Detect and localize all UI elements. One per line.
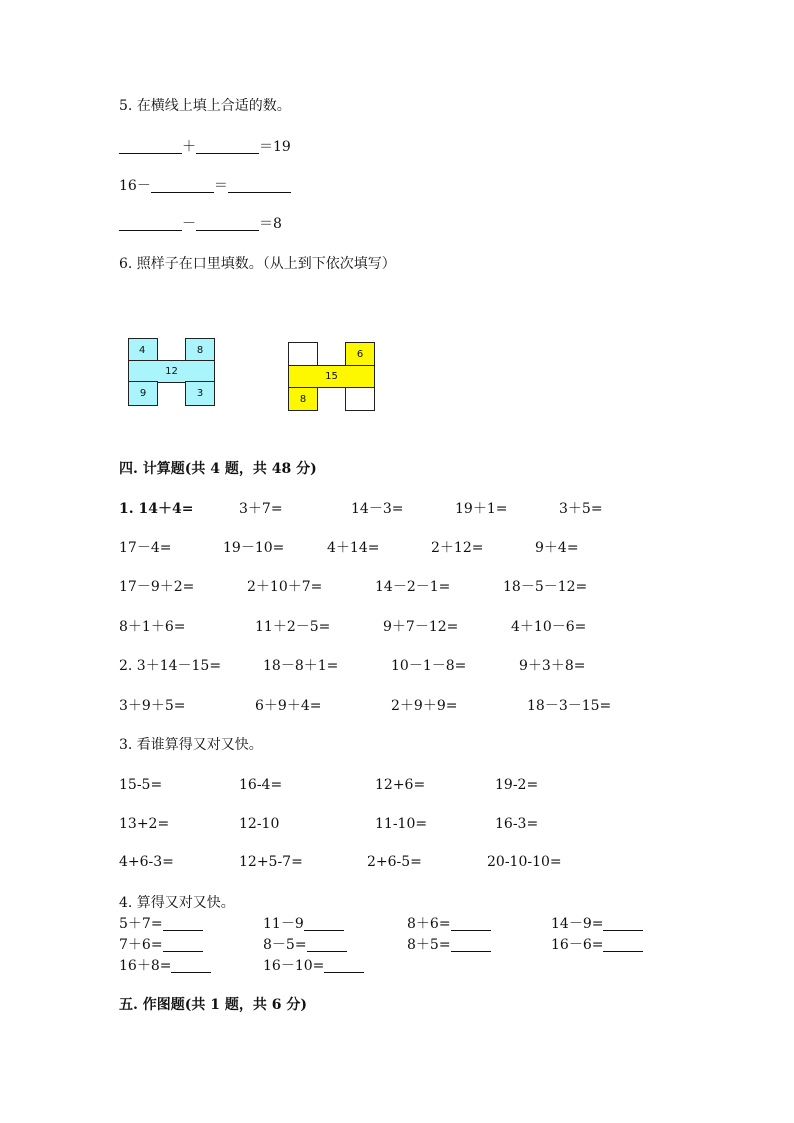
s4q4-item: 8＋6= <box>407 915 491 933</box>
s4q2-item: 10－1－8= <box>391 658 467 674</box>
s4q3-item: 13+2= <box>119 816 170 832</box>
q5-row-1: ＋ ＝19 <box>119 138 291 156</box>
answer-blank[interactable] <box>163 916 203 931</box>
answer-blank[interactable] <box>307 937 347 952</box>
s4q4-item: 16＋8= <box>119 957 211 975</box>
example-top-right-cell: 8 <box>185 338 215 362</box>
s4q1-item: 1. 14＋4= <box>119 501 194 517</box>
answer-blank[interactable] <box>603 937 643 952</box>
s4q1-item: 19－10= <box>223 540 285 556</box>
s4q1-item: 19＋1= <box>455 501 508 517</box>
example-top-left-cell: 4 <box>128 338 158 362</box>
task-top-left-box[interactable] <box>288 342 318 366</box>
s4q3-item: 15-5= <box>119 777 163 793</box>
s4q1-item: 17－9＋2= <box>119 579 195 595</box>
s4q4-item: 7＋6= <box>119 936 203 954</box>
s4q3-item: 12+5-7= <box>239 854 303 870</box>
s4q1-item: 4＋10－6= <box>511 619 587 635</box>
s4q3-title: 3. 看谁算得又对又快。 <box>119 737 263 753</box>
answer-blank[interactable] <box>324 958 364 973</box>
s4q2-item: 3＋9＋5= <box>119 698 186 714</box>
answer-blank[interactable] <box>151 178 214 193</box>
s4q1-item: 8＋1＋6= <box>119 619 186 635</box>
s4q2-item: 18－8＋1= <box>263 658 339 674</box>
section-4-title: 四. 计算题(共 4 题，共 48 分) <box>119 461 317 477</box>
s4q1-item: 3＋5= <box>559 501 603 517</box>
answer-blank[interactable] <box>119 139 182 154</box>
answer-blank[interactable] <box>196 139 259 154</box>
s4q3-item: 20-10-10= <box>487 854 562 870</box>
answer-blank[interactable] <box>603 916 643 931</box>
s4q4-title: 4. 算得又对又快。 <box>119 895 235 911</box>
task-bottom-right-box[interactable] <box>345 387 375 411</box>
task-middle-cell: 15 <box>288 365 375 388</box>
s4q4-item: 11－9 <box>263 915 344 933</box>
answer-blank[interactable] <box>304 916 344 931</box>
answer-blank[interactable] <box>119 216 182 231</box>
s4q4-item: 8＋5= <box>407 936 491 954</box>
s4q1-item: 2＋10＋7= <box>247 579 323 595</box>
answer-blank[interactable] <box>451 937 491 952</box>
s4q2-item: 6＋9＋4= <box>255 698 322 714</box>
s4q2-item: 2＋9＋9= <box>391 698 458 714</box>
example-bottom-right-cell: 3 <box>185 381 215 406</box>
s4q3-item: 2+6-5= <box>367 854 422 870</box>
s4q1-item: 14－2－1= <box>375 579 451 595</box>
s4q4-item: 16－6= <box>551 936 643 954</box>
s4q3-item: 19-2= <box>495 777 539 793</box>
s4q4-item: 5＋7= <box>119 915 203 933</box>
answer-blank[interactable] <box>171 958 211 973</box>
s4q1-item: 14－3= <box>351 501 404 517</box>
s4q1-item: 18－5－12= <box>503 579 588 595</box>
task-top-right-cell: 6 <box>345 342 375 366</box>
answer-blank[interactable] <box>163 937 203 952</box>
s4q3-item: 11-10= <box>375 816 428 832</box>
example-middle-cell: 12 <box>128 360 215 383</box>
section-5-title: 五. 作图题(共 1 题，共 6 分) <box>119 997 307 1013</box>
q6-title: 6. 照样子在口里填数。（从上到下依次填写） <box>119 256 396 272</box>
q5-title: 5. 在横线上填上合适的数。 <box>119 98 291 114</box>
s4q2-item: 2. 3＋14－15= <box>119 658 222 674</box>
s4q3-item: 16-3= <box>495 816 539 832</box>
s4q1-item: 9＋7－12= <box>383 619 459 635</box>
s4q1-item: 17－4= <box>119 540 172 556</box>
q5-row-3: － ＝8 <box>119 215 282 233</box>
s4q4-item: 16－10= <box>263 957 364 975</box>
s4q4-item: 14－9= <box>551 915 643 933</box>
answer-blank[interactable] <box>451 916 491 931</box>
s4q1-item: 4＋14= <box>327 540 380 556</box>
s4q3-item: 4+6-3= <box>119 854 174 870</box>
example-bottom-left-cell: 9 <box>128 381 158 406</box>
s4q3-item: 12+6= <box>375 777 426 793</box>
s4q3-item: 12-10 <box>239 816 280 832</box>
s4q3-item: 16-4= <box>239 777 283 793</box>
task-bottom-left-cell: 8 <box>288 387 318 411</box>
s4q2-item: 9＋3＋8= <box>519 658 586 674</box>
answer-blank[interactable] <box>228 178 291 193</box>
s4q1-item: 3＋7= <box>239 501 283 517</box>
s4q1-item: 11＋2－5= <box>255 619 331 635</box>
answer-blank[interactable] <box>196 216 259 231</box>
s4q4-item: 8－5= <box>263 936 347 954</box>
s4q2-item: 18－3－15= <box>527 698 612 714</box>
s4q1-item: 2＋12= <box>431 540 484 556</box>
s4q1-item: 9＋4= <box>535 540 579 556</box>
q5-row-2: 16－ ＝ <box>119 177 291 195</box>
